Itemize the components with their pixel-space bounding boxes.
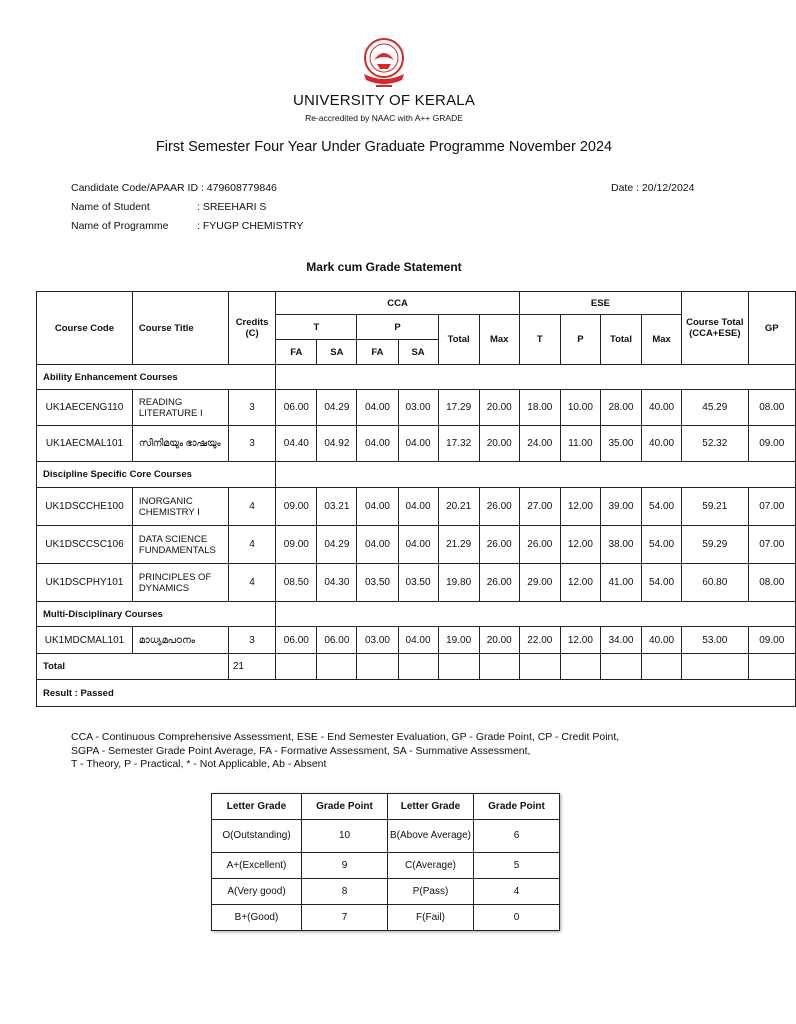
cca-p-sa: 04.00 <box>398 426 438 462</box>
grade-point: 10 <box>302 820 388 853</box>
result-text: Result : Passed <box>37 680 796 707</box>
course-code: UK1DSCCHE100 <box>37 488 133 526</box>
cca-p-fa: 03.50 <box>357 564 398 602</box>
section-ability-enhancement: Ability Enhancement Courses <box>37 365 276 390</box>
header-cca-max: Max <box>479 315 519 365</box>
course-title: PRINCIPLES OF DYNAMICS <box>132 564 228 602</box>
programme-label: Name of Programme <box>71 220 169 232</box>
header-ese-max: Max <box>642 315 682 365</box>
grade-point: 9 <box>302 853 388 879</box>
letter-grade: F(Fail) <box>388 905 474 931</box>
grade-point: 0 <box>474 905 560 931</box>
course-code: UK1DSCCSC106 <box>37 526 133 564</box>
header-t-fa: FA <box>276 340 317 365</box>
section-row <box>37 462 796 488</box>
grade-point: 08.00 <box>748 564 796 602</box>
ese-t: 26.00 <box>519 526 560 564</box>
cca-p-sa: 04.00 <box>398 488 438 526</box>
cca-max: 26.00 <box>479 488 519 526</box>
ese-max: 54.00 <box>642 564 682 602</box>
student-name-label: Name of Student <box>71 201 150 213</box>
cca-p-fa: 04.00 <box>357 426 398 462</box>
cca-p-sa: 03.50 <box>398 564 438 602</box>
ese-total: 34.00 <box>600 627 641 654</box>
total-row <box>37 654 796 680</box>
ese-max: 40.00 <box>642 390 682 426</box>
ese-t: 29.00 <box>519 564 560 602</box>
statement-date: Date : 20/12/2024 <box>611 182 695 194</box>
course-code: UK1AECENG110 <box>37 390 133 426</box>
cca-t-fa: 06.00 <box>276 390 317 426</box>
table-row <box>37 627 796 654</box>
accreditation-text: Re-accredited by NAAC with A++ GRADE <box>305 113 463 123</box>
header-cca-p: P <box>357 315 438 340</box>
header-gp: GP <box>748 292 796 365</box>
grade-point: 7 <box>302 905 388 931</box>
ese-max: 54.00 <box>642 526 682 564</box>
ese-p: 12.00 <box>560 488 600 526</box>
course-code: UK1DSCPHY101 <box>37 564 133 602</box>
cca-p-sa: 04.00 <box>398 526 438 564</box>
grade-point: 5 <box>474 853 560 879</box>
grade-row <box>212 905 560 931</box>
grade-point-table <box>211 793 560 931</box>
student-name-value: : SREEHARI S <box>197 201 267 213</box>
ese-max: 40.00 <box>642 627 682 654</box>
table-row <box>37 390 796 426</box>
cca-t-sa: 04.92 <box>317 426 357 462</box>
result-row <box>37 680 796 707</box>
candidate-code: Candidate Code/APAAR ID : 479608779846 <box>71 182 277 194</box>
table-row <box>37 488 796 526</box>
total-credits: 21 <box>228 654 275 680</box>
course-total: 60.80 <box>682 564 748 602</box>
cca-max: 20.00 <box>479 627 519 654</box>
cca-p-sa: 03.00 <box>398 390 438 426</box>
cca-total: 17.29 <box>438 390 479 426</box>
course-title: READING LITERATURE I <box>132 390 228 426</box>
credits: 4 <box>228 564 275 602</box>
header-cca-t: T <box>276 315 357 340</box>
grade-row <box>212 820 560 853</box>
ese-t: 22.00 <box>519 627 560 654</box>
cca-total: 19.80 <box>438 564 479 602</box>
marks-table <box>36 291 796 707</box>
course-title: മാധ്യമപഠനം <box>132 627 228 654</box>
header-p-sa: SA <box>398 340 438 365</box>
cca-t-fa: 09.00 <box>276 526 317 564</box>
header-ese-p: P <box>560 315 600 365</box>
ese-max: 40.00 <box>642 426 682 462</box>
table-row <box>37 426 796 462</box>
cca-p-sa: 04.00 <box>398 627 438 654</box>
grade-row <box>212 853 560 879</box>
header-course-title: Course Title <box>132 292 228 365</box>
legend-line-3: T - Theory, P - Practical, * - Not Applicable, Ab - Absent <box>71 758 327 770</box>
header-ese-total: Total <box>600 315 641 365</box>
ese-p: 12.00 <box>560 627 600 654</box>
legend-line-1: CCA - Continuous Comprehensive Assessment, ESE - End Semester Evaluation, GP - Grade Point, CP - Credit Point, <box>71 731 620 743</box>
table-row <box>37 526 796 564</box>
ese-p: 12.00 <box>560 526 600 564</box>
grade-row <box>212 879 560 905</box>
ese-t: 18.00 <box>519 390 560 426</box>
ese-p: 11.00 <box>560 426 600 462</box>
letter-grade: P(Pass) <box>388 879 474 905</box>
grade-point: 08.00 <box>748 390 796 426</box>
course-total: 53.00 <box>682 627 748 654</box>
course-code: UK1AECMAL101 <box>37 426 133 462</box>
grade-point: 4 <box>474 879 560 905</box>
grade-point: 6 <box>474 820 560 853</box>
cca-max: 20.00 <box>479 390 519 426</box>
course-title: സിനിമയും ഭാഷയും <box>132 426 228 462</box>
course-total: 59.29 <box>682 526 748 564</box>
exam-title: First Semester Four Year Under Graduate Programme November 2024 <box>155 139 613 155</box>
grade-header-letter-2: Letter Grade <box>388 794 474 820</box>
section-row <box>37 365 796 390</box>
grade-header-letter-1: Letter Grade <box>212 794 302 820</box>
section-multi-disciplinary: Multi-Disciplinary Courses <box>37 602 276 627</box>
ese-total: 41.00 <box>600 564 641 602</box>
section-row <box>37 602 796 627</box>
cca-total: 20.21 <box>438 488 479 526</box>
header-course-code: Course Code <box>37 292 133 365</box>
header-credits: Credits (C) <box>228 292 275 365</box>
programme-value: : FYUGP CHEMISTRY <box>197 220 304 232</box>
grade-point: 09.00 <box>748 627 796 654</box>
ese-total: 38.00 <box>600 526 641 564</box>
cca-p-fa: 04.00 <box>357 390 398 426</box>
credits: 4 <box>228 526 275 564</box>
course-title: DATA SCIENCE FUNDAMENTALS <box>132 526 228 564</box>
section-discipline-specific-core: Discipline Specific Core Courses <box>37 462 276 488</box>
letter-grade: C(Average) <box>388 853 474 879</box>
letter-grade: A(Very good) <box>212 879 302 905</box>
course-total: 52.32 <box>682 426 748 462</box>
course-code: UK1MDCMAL101 <box>37 627 133 654</box>
credits: 3 <box>228 390 275 426</box>
letter-grade: B(Above Average) <box>388 820 474 853</box>
cca-max: 26.00 <box>479 526 519 564</box>
header-p-fa: FA <box>357 340 398 365</box>
grade-point: 07.00 <box>748 526 796 564</box>
header-t-sa: SA <box>317 340 357 365</box>
ese-t: 27.00 <box>519 488 560 526</box>
cca-total: 17.32 <box>438 426 479 462</box>
total-label: Total <box>37 654 229 680</box>
header-cca: CCA <box>276 292 520 315</box>
credits: 4 <box>228 488 275 526</box>
cca-total: 21.29 <box>438 526 479 564</box>
cca-p-fa: 03.00 <box>357 627 398 654</box>
grade-point: 8 <box>302 879 388 905</box>
ese-p: 12.00 <box>560 564 600 602</box>
cca-t-sa: 04.29 <box>317 390 357 426</box>
ese-p: 10.00 <box>560 390 600 426</box>
cca-p-fa: 04.00 <box>357 526 398 564</box>
ese-total: 39.00 <box>600 488 641 526</box>
ese-total: 35.00 <box>600 426 641 462</box>
statement-title: Mark cum Grade Statement <box>306 260 462 274</box>
cca-max: 26.00 <box>479 564 519 602</box>
cca-t-fa: 09.00 <box>276 488 317 526</box>
ese-t: 24.00 <box>519 426 560 462</box>
letter-grade: A+(Excellent) <box>212 853 302 879</box>
header-ese-t: T <box>519 315 560 365</box>
header-cca-total: Total <box>438 315 479 365</box>
letter-grade: B+(Good) <box>212 905 302 931</box>
course-title: INORGANIC CHEMISTRY I <box>132 488 228 526</box>
cca-total: 19.00 <box>438 627 479 654</box>
cca-t-fa: 06.00 <box>276 627 317 654</box>
cca-t-fa: 04.40 <box>276 426 317 462</box>
cca-t-sa: 04.29 <box>317 526 357 564</box>
table-row <box>37 564 796 602</box>
course-total: 45.29 <box>682 390 748 426</box>
cca-t-sa: 04.30 <box>317 564 357 602</box>
grade-point: 07.00 <box>748 488 796 526</box>
cca-max: 20.00 <box>479 426 519 462</box>
legend-line-2: SGPA - Semester Grade Point Average, FA - Formative Assessment, SA - Summative Assessment, <box>71 744 531 757</box>
grade-point: 09.00 <box>748 426 796 462</box>
credits: 3 <box>228 627 275 654</box>
header-course-total: Course Total (CCA+ESE) <box>682 292 748 365</box>
cca-t-sa: 03.21 <box>317 488 357 526</box>
credits: 3 <box>228 426 275 462</box>
cca-t-sa: 06.00 <box>317 627 357 654</box>
abbreviation-legend <box>71 731 619 772</box>
grade-header-point-2: Grade Point <box>474 794 560 820</box>
course-total: 59.21 <box>682 488 748 526</box>
cca-p-fa: 04.00 <box>357 488 398 526</box>
header-ese: ESE <box>519 292 681 315</box>
ese-max: 54.00 <box>642 488 682 526</box>
letter-grade: O(Outstanding) <box>212 820 302 853</box>
cca-t-fa: 08.50 <box>276 564 317 602</box>
grade-header-point-1: Grade Point <box>302 794 388 820</box>
university-name: UNIVERSITY OF KERALA <box>292 92 476 109</box>
ese-total: 28.00 <box>600 390 641 426</box>
